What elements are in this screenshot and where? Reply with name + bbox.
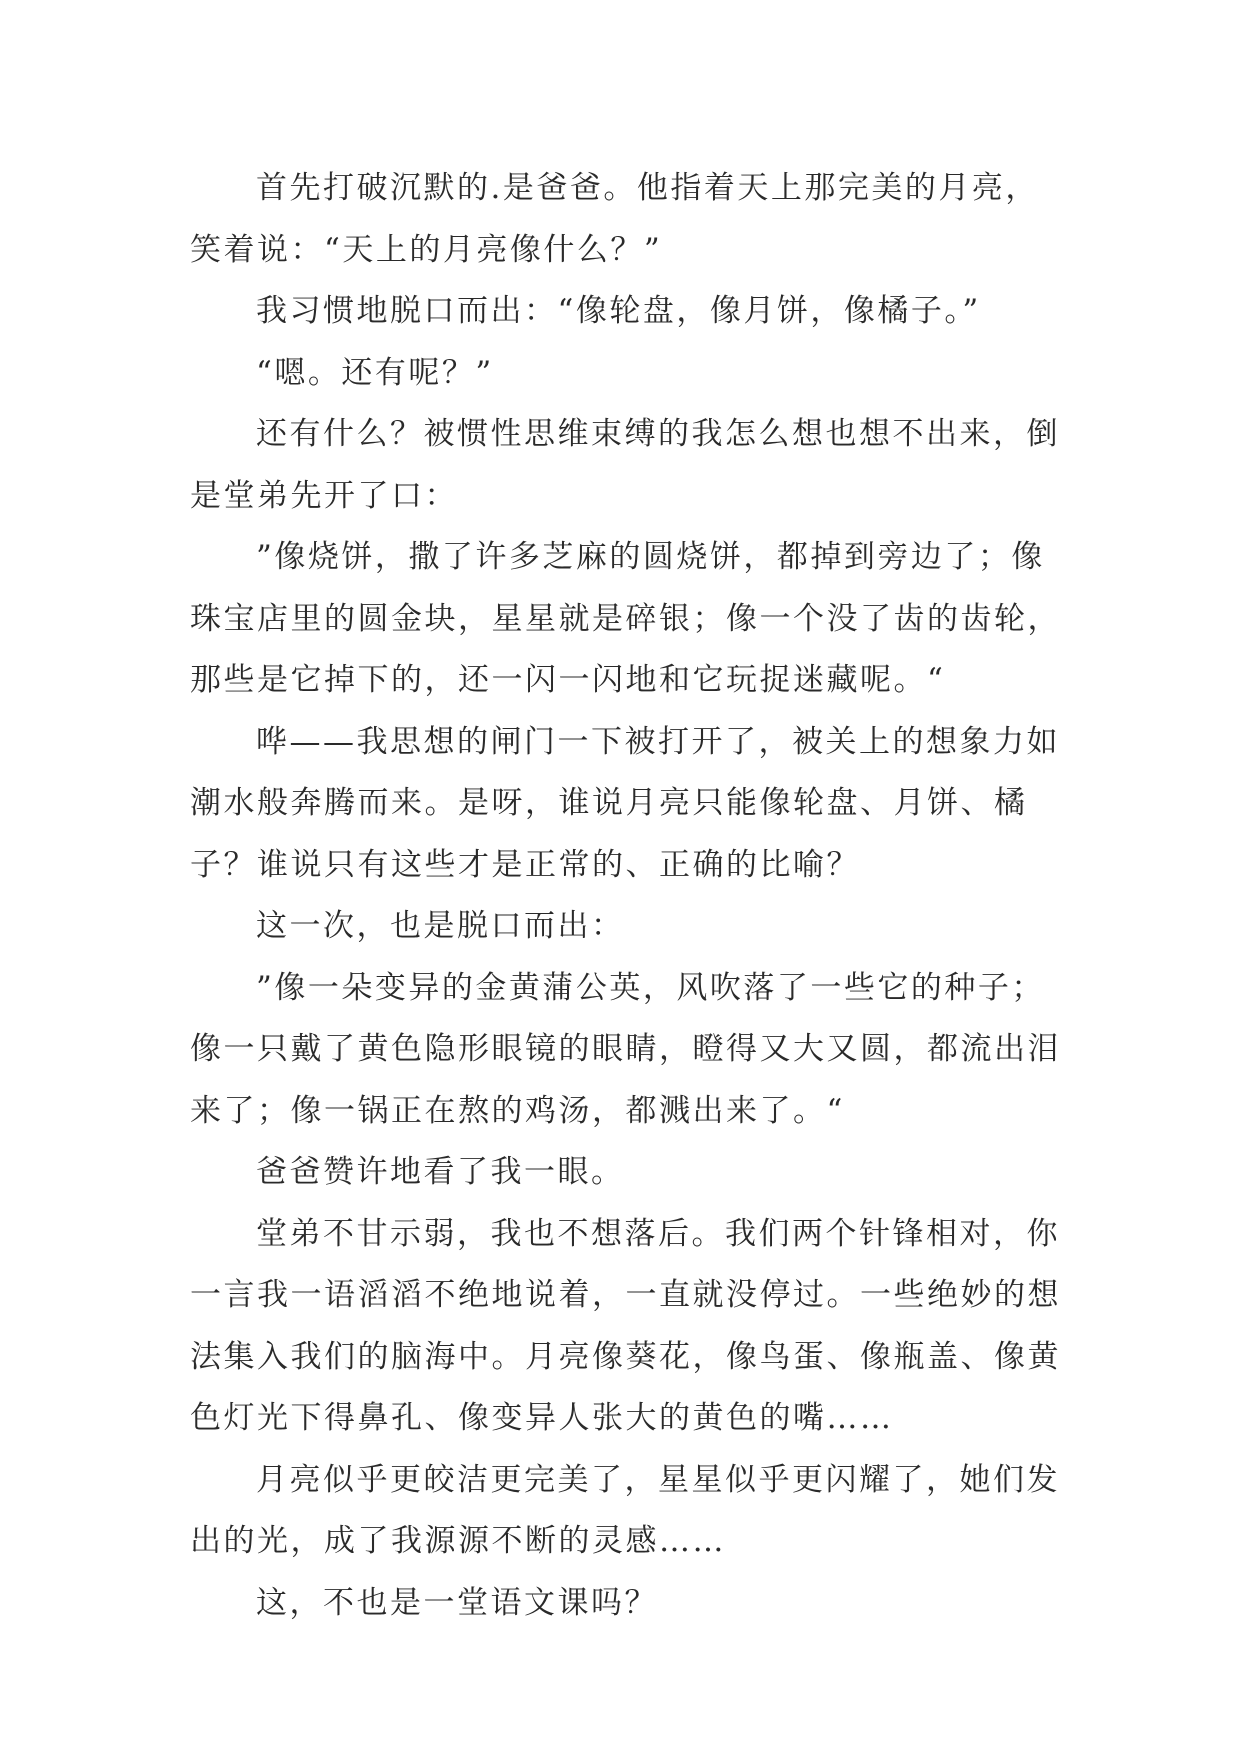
paragraph: ”像烧饼，撒了许多芝麻的圆烧饼，都掉到旁边了；像珠宝店里的圆金块，星星就是碎银；像一个没了齿的齿轮，那些是它掉下的，还一闪一闪地和它玩捉迷藏呢。“ bbox=[190, 539, 1061, 698]
paragraph: 这一次，也是脱口而出： bbox=[256, 908, 625, 944]
paragraph: 堂弟不甘示弱，我也不想落后。我们两个针锋相对，你一言我一语滔滔不绝地说着，一直就没停过。一些绝妙的想法集入我们的脑海中。月亮像葵花，像鸟蛋、像瓶盖、像黄色灯光下得鼻孔、像变异人张大的黄色的嘴…… bbox=[190, 1215, 1061, 1436]
paragraph: ”像一朵变异的金黄蒲公英，风吹落了一些它的种子；像一只戴了黄色隐形眼镜的眼睛，瞪得又大又圆，都流出泪来了；像一锅正在熬的鸡汤，都溅出来了。“ bbox=[190, 969, 1061, 1129]
paragraph: 哗——我思想的闸门一下被打开了，被关上的想象力如潮水般奔腾而来。是呀，谁说月亮只能像轮盘、月饼、橘子？谁说只有这些才是正常的、正确的比喻？ bbox=[190, 723, 1060, 883]
paragraph: 还有什么？被惯性思维束缚的我怎么想也想不出来，倒是堂弟先开了口： bbox=[190, 416, 1060, 514]
paragraph: 月亮似乎更皎洁更完美了，星星似乎更闪耀了，她们发出的光，成了我源源不断的灵感…… bbox=[190, 1461, 1060, 1559]
document-body bbox=[190, 158, 1070, 1634]
paragraph: “嗯。还有呢？” bbox=[256, 354, 494, 391]
paragraph: 我习惯地脱口而出：“像轮盘，像月饼，像橘子。” bbox=[256, 293, 981, 329]
paragraph: 首先打破沉默的.是爸爸。他指着天上那完美的月亮，笑着说：“天上的月亮像什么？” bbox=[190, 170, 1039, 268]
paragraph: 爸爸赞许地看了我一眼。 bbox=[256, 1154, 625, 1190]
paragraph: 这，不也是一堂语文课吗？ bbox=[256, 1584, 658, 1621]
